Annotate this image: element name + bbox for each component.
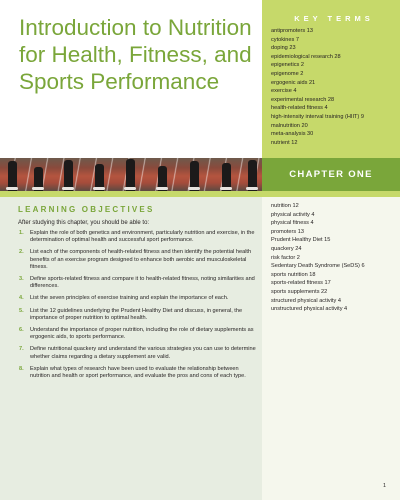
runner-shoe [62, 187, 74, 190]
key-term: cytokines 7 [271, 36, 299, 43]
runner-shoe [124, 187, 136, 190]
objectives-list [18, 230, 258, 385]
learning-objectives-section [0, 197, 262, 500]
key-term: sports supplements 22 [271, 288, 328, 295]
runner-shoe [156, 187, 168, 190]
key-term: sports-related fitness 17 [271, 280, 331, 287]
objective-text: Define nutritional quackery and understand the various strategies you can use to determine whether claims regarding a dietary supplement are valid. [30, 346, 256, 360]
key-term: physical fitness 4 [271, 220, 314, 227]
objective-text: Define sports-related fitness and compare it to health-related fitness, noting similarities and differences. [30, 276, 255, 290]
key-term: high-intensity interval training (HIIT) 9 [271, 113, 364, 120]
objective-number: 1. [19, 230, 24, 236]
key-term: doping 23 [271, 45, 296, 52]
key-term: structured physical activity 4 [271, 297, 341, 304]
objective-number: 8. [19, 365, 24, 372]
objectives-intro: After studying this chapter, you should be able to: [18, 220, 150, 226]
objective-number: 4. [19, 295, 24, 302]
key-term: unstructured physical activity 4 [271, 306, 348, 313]
key-term: exercise 4 [271, 88, 297, 95]
objective-number: 5. [19, 307, 24, 314]
objective-text: Understand the importance of proper nutrition, including the role of dietary supplements as ergogenic aids, to sports performance. [30, 326, 254, 341]
runner-shoe [188, 187, 200, 190]
runner-shoe [246, 187, 258, 190]
key-term: malnutrition 20 [271, 122, 308, 129]
objectives-heading: LEARNING OBJECTIVES [18, 205, 155, 214]
key-term: nutrition 12 [271, 203, 299, 209]
chapter-header [0, 0, 262, 158]
objective-number: 3. [19, 276, 24, 283]
key-terms-continued-panel [262, 197, 400, 500]
key-terms-continued-list [271, 202, 399, 314]
key-term: epidemiological research 28 [271, 53, 341, 60]
runner-shoe [6, 187, 18, 190]
objective-item [18, 308, 258, 323]
chapter-number-box [262, 158, 400, 191]
key-terms-heading: KEY TERMS [294, 14, 374, 23]
chapter-title: Introduction to Nutrition for Health, Fitness, and Sports Performance [19, 15, 252, 94]
objective-number: 2. [19, 249, 24, 256]
key-term: epigenome 2 [271, 70, 304, 77]
key-term: physical activity 4 [271, 211, 315, 218]
objective-text: List each of the components of health-related fitness and then identify the potential health benefits of an exercise program designed to enhance both aerobic and musculoskeletal fitness. [30, 249, 252, 270]
objective-item [18, 249, 258, 271]
objective-number: 7. [19, 346, 24, 353]
key-term: quackery 24 [271, 245, 302, 252]
page-number: 1 [383, 483, 387, 489]
objective-item [18, 295, 258, 302]
chapter-label: CHAPTER ONE [289, 169, 373, 180]
key-terms-list [271, 27, 399, 147]
key-term: promoters 13 [271, 228, 304, 235]
objective-text: List the 12 guidelines underlying the Prudent Healthy Diet and discuss, in general, the importance of proper nutrition to optimal health. [30, 307, 243, 321]
objective-text: List the seven principles of exercise training and explain the importance of each. [30, 295, 229, 302]
objective-item [18, 346, 258, 361]
runner-shoe [220, 187, 232, 190]
key-term: health-related fitness 4 [271, 105, 328, 112]
key-term: meta-analysis 30 [271, 131, 314, 138]
key-term: sports nutrition 18 [271, 271, 316, 278]
key-term: nutrient 12 [271, 139, 298, 146]
objective-item [18, 327, 258, 342]
runner-shoe [32, 187, 44, 190]
objective-text: Explain what types of research have been used to evaluate the relationship between nutrition and health or sport performance, and evaluate the pros and cons of each type. [30, 365, 246, 380]
key-terms-panel [262, 0, 400, 158]
key-term: ergogenic aids 21 [271, 79, 316, 86]
key-term: Sedentary Death Syndrome (SeDS) 6 [271, 263, 365, 270]
objective-text: Explain the role of both genetics and environment, particularly nutrition and exercise, in the determination of optimal health and successful sport performance. [30, 230, 255, 244]
objective-item [18, 276, 258, 291]
key-term: risk factor 2 [271, 254, 300, 261]
key-term: epigenetics 2 [271, 62, 304, 69]
objective-number: 6. [19, 326, 24, 333]
runner-shoe [93, 187, 105, 190]
objective-item [18, 366, 258, 381]
key-term: antipromoters 13 [271, 28, 313, 34]
objective-item [18, 230, 258, 245]
key-term: Prudent Healthy Diet 15 [271, 237, 331, 244]
key-term: experimental research 28 [271, 96, 335, 103]
